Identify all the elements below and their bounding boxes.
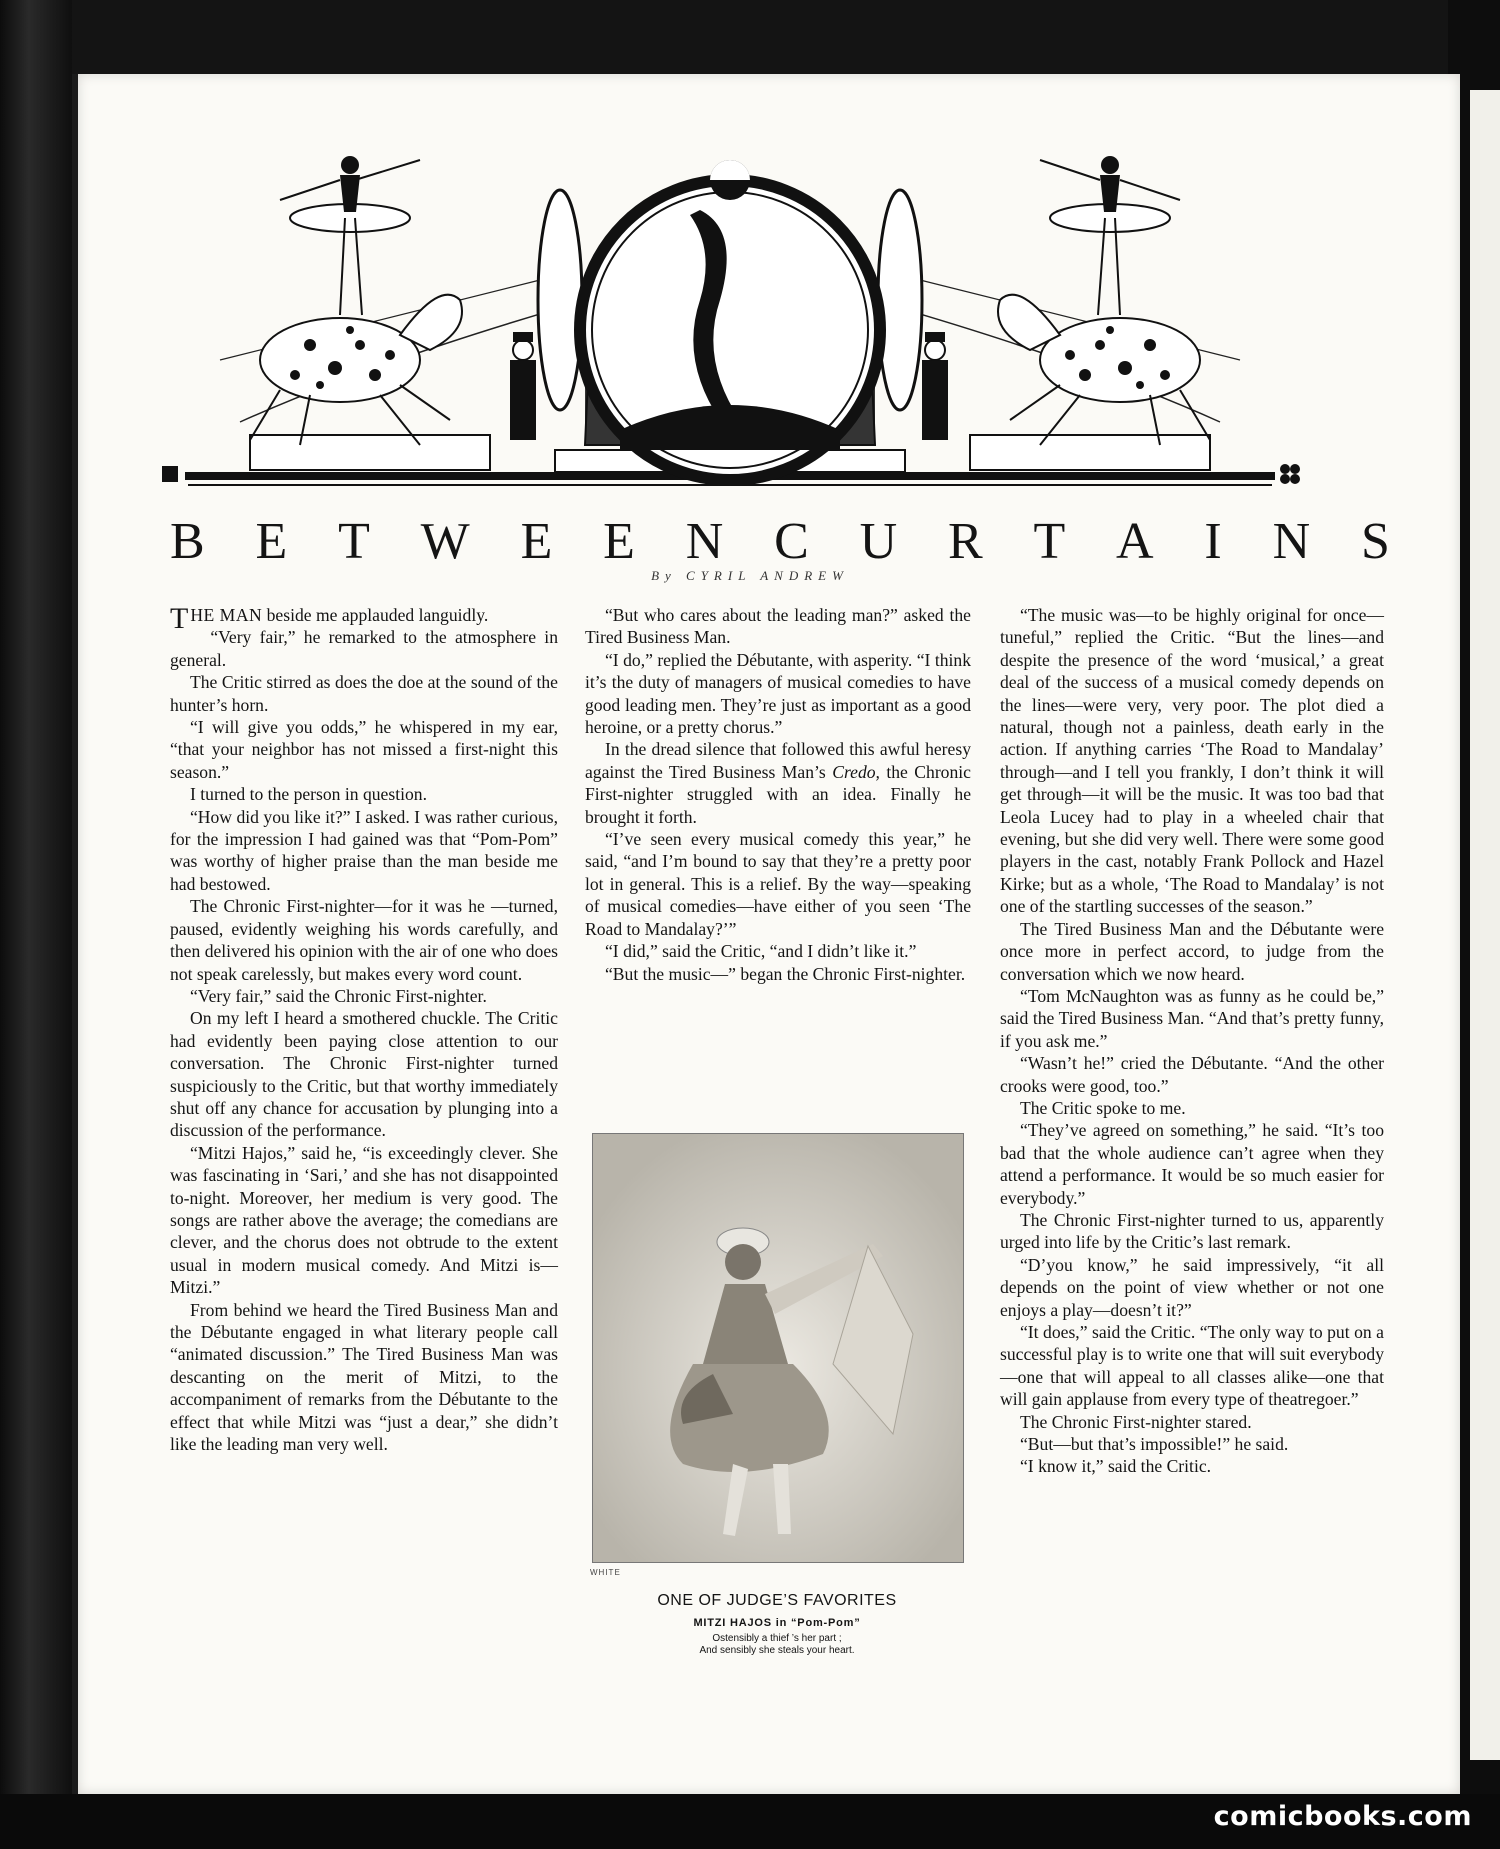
caption-verse-line-1: Ostensibly a thief ’s her part ; — [712, 1633, 842, 1644]
lead-in: HE MAN — [190, 605, 263, 625]
title-letter: R — [947, 513, 983, 570]
paragraph-text: beside me applauded languidly. — [262, 605, 489, 625]
circus-header-illustration — [100, 100, 1360, 490]
photo-credit: WHITE — [590, 1568, 621, 1577]
scan-border-top — [0, 0, 1500, 74]
text-column-1 — [170, 604, 558, 1455]
paragraph: “I did,” said the Critic, “and I didn’t like it.” — [605, 941, 917, 962]
paragraph: The Critic stirred as does the doe at the sound of the hunter’s horn. — [170, 672, 558, 715]
paragraph-text: the Chronic First-nighter struggled with an idea. Finally he brought it forth. — [585, 761, 971, 827]
paragraph: “But—but that’s impossible!” he said. — [1020, 1434, 1289, 1455]
text-column-3 — [1000, 604, 1384, 1478]
drop-cap: T — [170, 602, 189, 635]
paragraph: The Chronic First-nighter stared. — [1020, 1411, 1252, 1432]
adjacent-page-edge — [1470, 90, 1500, 1760]
paragraph: On my left I heard a smothered chuckle. The Critic had evidently been paying close attention to our conversation. The Chronic First-nighter turned suspiciously to the Critic, but that worthy immediately shut off any chance for accusation by plunging into a discussion of the performance. — [170, 1008, 558, 1141]
paragraph: “I know it,” said the Critic. — [1020, 1456, 1212, 1477]
paragraph: From behind we heard the Tired Business Man and the Débutante engaged in what literary people call “animated discussion.” The Tired Business Man was descanting on the merit of Mitzi, to the accompaniment of remarks from the Débutante to the effect that while Mitzi was “just a dear,” she didn’t like the leading man very well. — [170, 1299, 558, 1455]
paragraph: The Tired Business Man and the Débutante were once more in perfect accord, to judge from the conversation which we now heard. — [1000, 918, 1384, 984]
title-letter: W — [420, 513, 470, 570]
photo-caption-title: ONE OF JUDGE’S FAVORITES — [657, 1592, 897, 1609]
paragraph: I turned to the person in question. — [190, 784, 427, 805]
title-letter: U — [859, 513, 898, 570]
title-letter: E — [520, 513, 553, 570]
title-letter: I — [1204, 513, 1222, 570]
paragraph: “D’you know,” he said impressively, “it all depends on the point of view whether or not one enjoys a play—doesn’t it?” — [1000, 1254, 1384, 1320]
paragraph: “I will give you odds,” he whispered in my ear, “that your neighbor has not missed a first-night this season.” — [170, 717, 558, 782]
paragraph: “Very fair,” said the Chronic First-nighter. — [190, 985, 487, 1006]
title-letter: E — [255, 513, 288, 570]
paragraph: “But the music—” began the Chronic First-nighter. — [605, 963, 966, 984]
photo-caption-name: MITZI HAJOS in “Pom-Pom” — [693, 1617, 861, 1629]
paragraph: “Wasn’t he!” cried the Débutante. “And the other crooks were good, too.” — [1000, 1053, 1384, 1096]
dancer-figure — [593, 1134, 963, 1562]
title-letter: T — [338, 513, 370, 570]
paragraph: “I do,” replied the Débutante, with asperity. “I think it’s the duty of managers of musical comedies to have good leading men. They’re just as important as a good heroine, or a pretty chorus.” — [585, 649, 971, 738]
text-column-2 — [585, 604, 971, 985]
paragraph — [170, 602, 558, 635]
paragraph-text: In the dread silence that followed this awful heresy against the Tired Business Man’s — [585, 739, 971, 782]
paragraph: “Mitzi Hajos,” said he, “is exceedingly clever. She was fascinating in ‘Sari,’ and she has not disappointed to-night. Moreover, her medium is very good. The songs are rather above the average; the comedians are clever, and the chorus does not obtrude to the extent usual in modern musical comedy. And Mitzi is—Mitzi.” — [170, 1142, 558, 1298]
title-letter: E — [603, 513, 635, 570]
photo-caption-verse — [592, 1633, 962, 1657]
paragraph: “They’ve agreed on something,” he said. “It’s too bad that the whole audience can’t agree when they attend a performance. It would be so much easier for everybody.” — [1000, 1120, 1384, 1208]
title-letter: B — [170, 513, 205, 570]
paragraph: “The music was—to be highly original for once—tuneful,” replied the Critic. “But the lines—and despite the presence of the word ‘musical,’ a great deal of the success of a musical comedy depends on the lines—were very, very poor. The plot died a natural, though not a painless, death early in the action. If anything carries ‘The Road to Mandalay’ through—and I tell you frankly, I don’t think it will get through—it will be the music. It was too bad that Leola Lucey had to play in a wheeled chair that evening, but she did very well. There were some good players in the cast, notably Frank Pollock and Hazel Kirke; but as a whole, ‘The Road to Mandalay’ is not one of the startling successes of the season.” — [1000, 605, 1384, 917]
paragraph: “It does,” said the Critic. “The only way to put on a successful play is to write one that will suit everybody—one that will appeal to all classes alike—one that will gain applause from every type of theatregoer.” — [1000, 1322, 1384, 1410]
byline: By CYRIL ANDREW — [651, 568, 849, 583]
title-letter: N — [685, 513, 724, 570]
paragraph: The Chronic First-nighter turned to us, apparently urged into life by the Critic’s last remark. — [1000, 1209, 1384, 1253]
photo-mitzi-hajos — [592, 1133, 964, 1563]
paragraph: The Critic spoke to me. — [1020, 1097, 1186, 1118]
paragraph: “How did you like it?” I asked. I was rather curious, for the impression I had gained was that “Pom-Pom” was worthy of higher praise than the man beside me had bestowed. — [170, 806, 558, 894]
scan-border-left — [0, 0, 72, 1849]
caption-verse-line-2: And sensibly she steals your heart. — [699, 1645, 855, 1656]
paragraph: The Chronic First-nighter—for it was he —turned, paused, evidently weighing his words carefully, and then delivered his opinion with the air of one who does not speak carelessly, but makes every word count. — [170, 896, 558, 984]
paragraph — [585, 738, 971, 828]
title-letter: N — [1272, 513, 1311, 570]
title-letter: A — [1116, 513, 1154, 570]
title-letter: S — [1360, 513, 1390, 570]
watermark: comicbooks.com — [1213, 1801, 1472, 1832]
paragraph: “I’ve seen every musical comedy this year,” he said, “and I’m bound to say that they’re a pretty poor lot in general. This is a relief. By the way—speaking of musical comedies—have either of you seen ‘The Road to Mandalay?’” — [585, 829, 971, 939]
title-letter: C — [774, 513, 809, 570]
title-letter: T — [1033, 513, 1066, 570]
italic-word: Credo, — [832, 761, 880, 782]
paragraph: “But who cares about the leading man?” asked the Tired Business Man. — [585, 605, 971, 648]
paragraph: “Tom McNaughton was as funny as he could be,” said the Tired Business Man. “And that’s pretty funny, if you ask me.” — [1000, 985, 1384, 1051]
paragraph: “Very fair,” he remarked to the atmosphere in general. — [170, 627, 558, 670]
